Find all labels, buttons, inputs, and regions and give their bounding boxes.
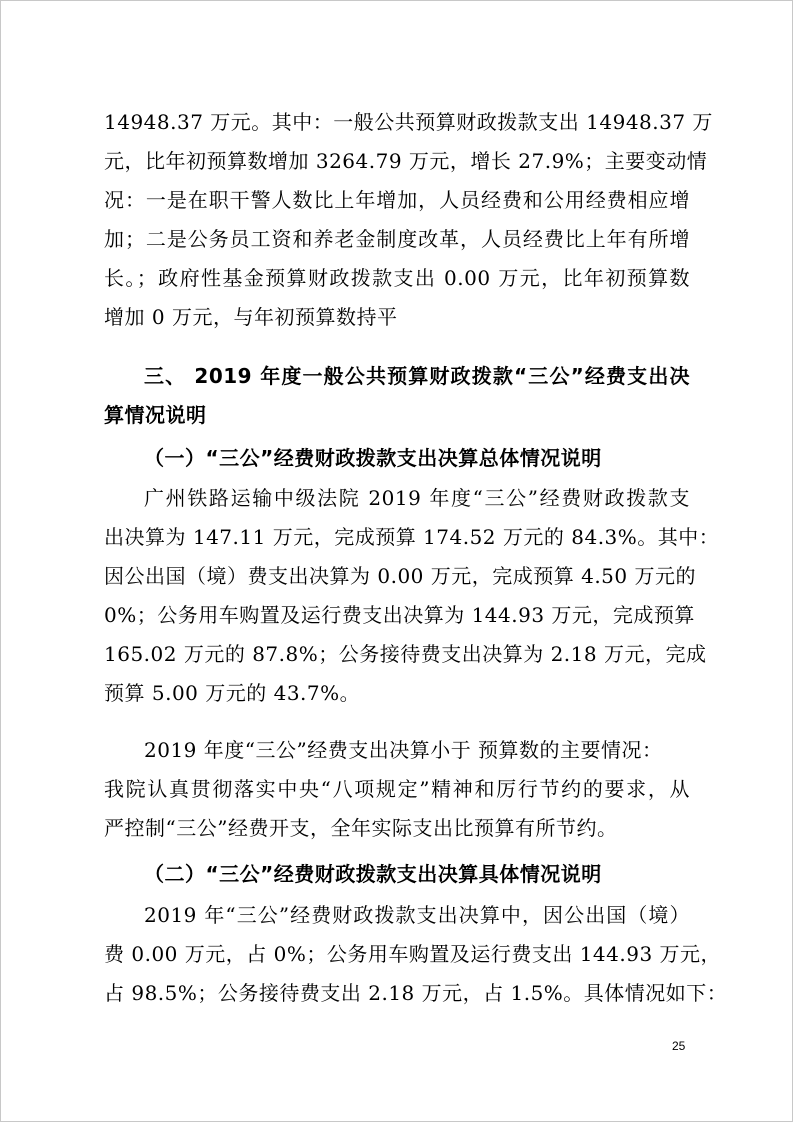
body-text-line: 长。；政府性基金预算财政拨款支出 0.00 万元，比年初预算数: [104, 266, 690, 290]
body-text-line: 占 98.5%；公务接待费支出 2.18 万元，占 1.5%。具体情况如下：: [104, 981, 728, 1005]
body-text-line: 预算 5.00 万元的 43.7%。: [104, 681, 361, 705]
body-text-line: 增加 0 万元，与年初预算数持平: [104, 305, 398, 329]
body-text-line: 出决算为 147.11 万元，完成预算 174.52 万元的 84.3%。其中：: [104, 525, 720, 549]
page-number: 25: [672, 1039, 686, 1053]
body-text-line: 因公出国（境）费支出决算为 0.00 万元，完成预算 4.50 万元的: [104, 564, 696, 588]
body-text-line: 14948.37 万元。其中：一般公共预算财政拨款支出 14948.37 万: [104, 110, 713, 134]
body-text-line: 我院认真贯彻落实中央“八项规定”精神和厉行节约的要求，从: [104, 777, 690, 801]
body-text-line: 0%；公务用车购置及运行费支出决算为 144.93 万元，完成预算: [104, 603, 695, 627]
subsection-heading-1: （一）“三公”经费财政拨款支出决算总体情况说明: [144, 446, 602, 470]
body-text-line: 2019 年度“三公”经费支出决算小于 预算数的主要情况：: [144, 738, 663, 762]
section-heading-continued: 算情况说明: [104, 403, 207, 427]
body-text-line: 广州铁路运输中级法院 2019 年度“三公”经费财政拨款支: [144, 486, 690, 510]
subsection-heading-2: （二）“三公”经费财政拨款支出决算具体情况说明: [144, 862, 602, 886]
body-text-line: 2019 年“三公”经费财政拨款支出决算中，因公出国（境）: [144, 903, 690, 927]
body-text-line: 加；二是公务员工资和养老金制度改革，人员经费比上年有所增: [104, 227, 690, 251]
body-text-line: 严控制“三公”经费开支，全年实际支出比预算有所节约。: [104, 816, 618, 840]
body-text-line: 165.02 万元的 87.8%；公务接待费支出决算为 2.18 万元，完成: [104, 642, 707, 666]
body-text-line: 元，比年初预算数增加 3264.79 万元，增长 27.9%；主要变动情: [104, 149, 708, 173]
body-text-line: 费 0.00 万元，占 0%；公务用车购置及运行费支出 144.93 万元，: [104, 942, 722, 966]
section-heading: 三、 2019 年度一般公共预算财政拨款“三公”经费支出决: [144, 364, 690, 388]
body-text-line: 况：一是在职干警人数比上年增加，人员经费和公用经费相应增: [104, 188, 690, 212]
